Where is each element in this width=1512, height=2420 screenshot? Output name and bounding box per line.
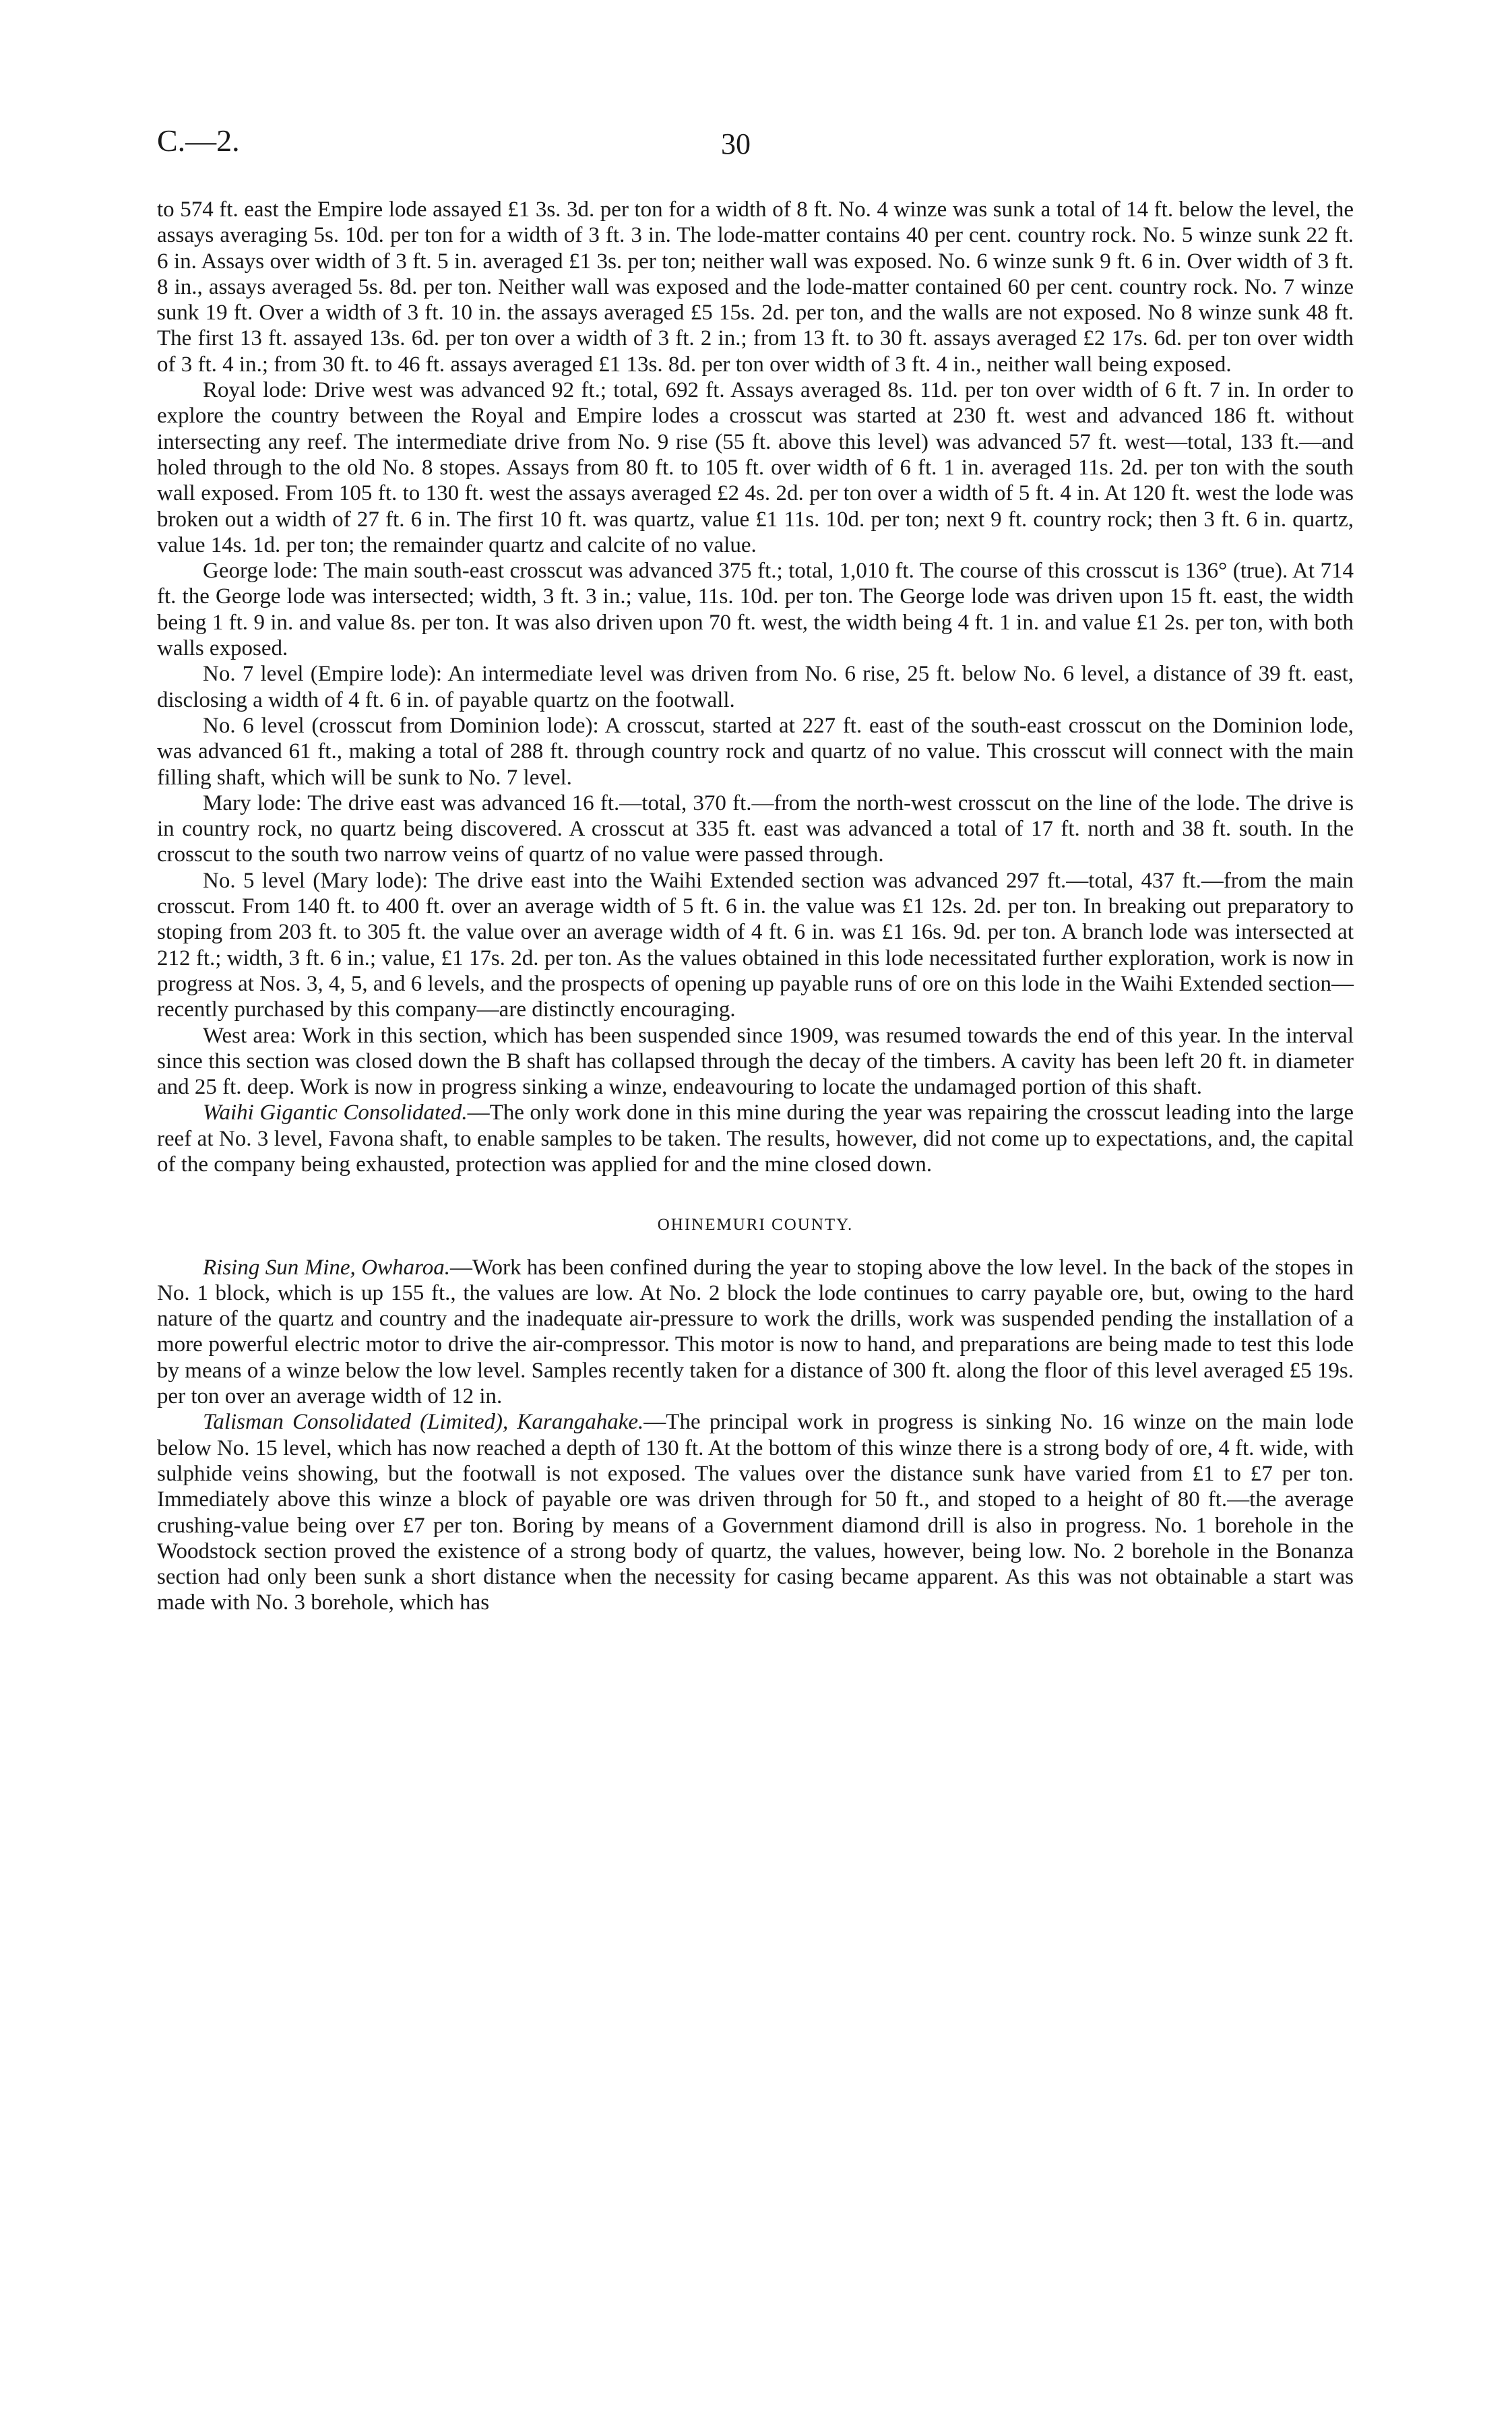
paragraph-royal-lode: Royal lode: Drive west was advanced 92 ft.; total, 692 ft. Assays averaged 8s. 11d. per ton over width of 6 ft. 7 in. In order to explore the country between the Royal and Empire lodes a crosscut was started at 230 ft. west and advanced 186 ft. without intersecting any reef. The intermediate drive from No. 9 rise (55 ft. above this level) was advanced 57 ft. west—total, 133 ft.—and holed through to the old No. 8 stopes. Assays from 80 ft. to 105 ft. over width of 6 ft. 1 in. averaged 11s. 2d. per ton with the south wall exposed. From 105 ft. to 130 ft. west the assays averaged £2 4s. 2d. per ton over a width of 5 ft. 4 in. At 120 ft. west the lode was broken out a width of 27 ft. 6 in. The first 10 ft. was quartz, value £1 11s. 10d. per ton; next 9 ft. country rock; then 3 ft. 6 in. quartz, value 14s. 1d. per ton; the remainder quartz and calcite of no value.: [157, 378, 1354, 557]
paragraph-talisman: [157, 1409, 1354, 1615]
section-heading: OHINEMURI COUNTY.: [657, 1216, 854, 1235]
paragraph-no7-level: No. 7 level (Empire lode): An intermediate level was driven from No. 6 rise, 25 ft. below No. 6 level, a distance of 39 ft. east, disclosing a width of 4 ft. 6 in. of payable quartz on the footwall.: [157, 662, 1354, 712]
paragraph-body: —Work has been confined during the year to stoping above the low level. In the back of the stopes in No. 1 block, which is up 155 ft., the values are low. At No. 2 block the lode continues to carry payable ore, but, owing to the hard nature of the quartz and country and the inadequate air-pressure to work the drills, work was suspended pending the installation of a more powerful electric motor to drive the air-compressor. This motor is now to hand, and preparations are being made to test this lode by means of a winze below the low level. Samples recently taken for a distance of 300 ft. along the floor of this level averaged £5 19s. per ton over an average width of 12 in.: [157, 1255, 1354, 1409]
paragraph-body: —The principal work in progress is sinking No. 16 winze on the main lode below No. 15 level, which has now reached a depth of 130 ft. At the bottom of this winze there is a strong body of ore, 4 ft. wide, with sulphide veins showing, but the footwall is not exposed. The values over the distance sunk have varied from £1 to £7 per ton. Immediately above this winze a block of payable ore was driven through for 50 ft., and stoped to a height of 80 ft.—the average crushing-value being over £7 per ton. Boring by means of a Government diamond drill is also in progress. No. 1 borehole in the Woodstock section proved the existence of a strong body of quartz, the values, however, being low. No. 2 borehole in the Bonanza section had only been sunk a short distance when the necessity for casing became apparent. As this was not obtainable a start was made with No. 3 borehole, which has: [157, 1410, 1354, 1615]
paragraph-no6-level: No. 6 level (crosscut from Dominion lode): A crosscut, started at 227 ft. east of the south-east crosscut on the Dominion lode, was advanced 61 ft., making a total of 288 ft. through country rock and quartz of no value. This crosscut will connect with the main filling shaft, which will be sunk to No. 7 level.: [157, 713, 1354, 790]
paragraph-west-area: West area: Work in this section, which has been suspended since 1909, was resumed towards the end of this year. In the interval since this section was closed down the B shaft has collapsed through the decay of the timbers. A cavity has been left 20 ft. in diameter and 25 ft. deep. Work is now in progress sinking a winze, endeavouring to locate the undamaged portion of this shaft.: [157, 1023, 1354, 1100]
paragraph-lead: Waihi Gigantic Consolidated.: [203, 1100, 468, 1125]
page-number: 30: [721, 127, 751, 160]
paragraph-body: —The only work done in this mine during the year was repairing the crosscut leading into the large reef at No. 3 level, Favona shaft, to enable samples to be taken. The results, however, did not come up to expectations, and, the capital of the company being exhausted, protection was applied for and the mine closed down.: [157, 1100, 1354, 1177]
paragraph-waihi-gigantic: [157, 1100, 1354, 1177]
paragraph-mary-lode: Mary lode: The drive east was advanced 16 ft.—total, 370 ft.—from the north-west crosscut on the line of the lode. The drive is in country rock, no quartz being discovered. A crosscut at 335 ft. east was advanced a total of 17 ft. north and 38 ft. south. In the crosscut to the south two narrow veins of quartz of no value were passed through.: [157, 790, 1354, 867]
body-text: [157, 197, 1354, 1616]
paragraph-lead: Rising Sun Mine, Owharoa.: [203, 1255, 450, 1280]
paragraph-george-lode: George lode: The main south-east crosscut was advanced 375 ft.; total, 1,010 ft. The course of this crosscut is 136° (true). At 714 ft. the George lode was intersected; width, 3 ft. 3 in.; value, 11s. 10d. per ton. The George lode was driven upon 15 ft. east, the width being 1 ft. 9 in. and value 8s. per ton. It was also driven upon 70 ft. west, the width being 4 ft. 1 in. and value £1 2s. per ton, with both walls exposed.: [157, 559, 1354, 661]
paragraph-rising-sun: [157, 1255, 1354, 1410]
paragraph-lead: Talisman Consolidated (Limited), Karangahake.: [203, 1410, 644, 1435]
paragraph-continuation: to 574 ft. east the Empire lode assayed £1 3s. 3d. per ton for a width of 8 ft. No. 4 winze was sunk a total of 14 ft. below the level, the assays averaging 5s. 10d. per ton for a width of 3 ft. 3 in. The lode-matter contains 40 per cent. country rock. No. 5 winze sunk 22 ft. 6 in. Assays over width of 3 ft. 5 in. averaged £1 3s. per ton; neither wall was exposed. No. 6 winze sunk 9 ft. 6 in. Over width of 3 ft. 8 in., assays averaged 5s. 8d. per ton. Neither wall was exposed and the lode-matter contained 60 per cent. country rock. No. 7 winze sunk 19 ft. Over a width of 3 ft. 10 in. the assays averaged £5 15s. 2d. per ton, and the walls are not exposed. No 8 winze sunk 48 ft. The first 13 ft. assayed 13s. 6d. per ton over a width of 3 ft. 2 in.; from 13 ft. to 30 ft. assays averaged £2 17s. 6d. per ton over width of 3 ft. 4 in.; from 30 ft. to 46 ft. assays averaged £1 13s. 8d. per ton over width of 3 ft. 4 in., neither wall being exposed.: [157, 197, 1354, 377]
paragraph-no5-level: No. 5 level (Mary lode): The drive east into the Waihi Extended section was advanced 297 ft.—total, 437 ft.—from the main crosscut. From 140 ft. to 400 ft. over an average width of 5 ft. 6 in. the value was £1 12s. 2d. per ton. In breaking out preparatory to stoping from 203 ft. to 305 ft. the value over an average width of 4 ft. 6 in. was £1 16s. 9d. per ton. A branch lode was intersected at 212 ft.; width, 3 ft. 6 in.; value, £1 17s. 2d. per ton. As the values obtained in this lode necessitated further exploration, work is now in progress at Nos. 3, 4, 5, and 6 levels, and the prospects of opening up payable runs of ore on this lode in the Waihi Extended section—recently purchased by this company—are distinctly encouraging.: [157, 868, 1354, 1022]
document-reference: C.—2.: [157, 123, 240, 158]
